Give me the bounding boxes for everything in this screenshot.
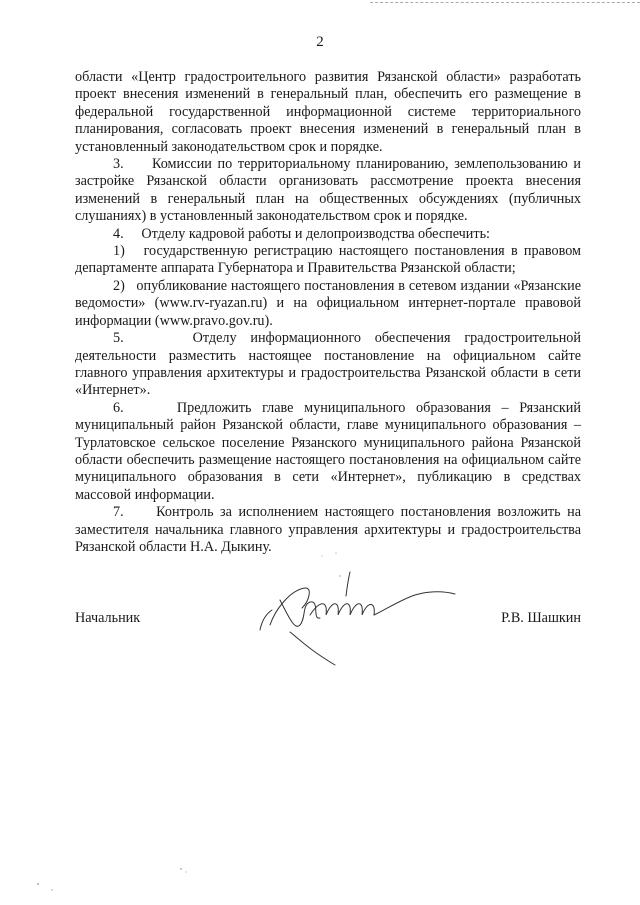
paragraph-subitem-2: 2) опубликование настоящего постановления в сетевом издании «Рязанские ведомости» (www.rv-ryazan.ru) и на официальном интернет-портале правовой информации (www.pravo.gov.ru). <box>75 277 581 329</box>
paragraph-item-7: 7. Контроль за исполнением настоящего постановления возложить на заместителя начальника главного управления архитектуры и градостроительства Рязанской области Н.А. Дыкину. <box>75 504 581 555</box>
signatory-name: Р.В. Шашкин <box>501 610 581 626</box>
page-number: 2 <box>316 34 324 50</box>
paragraph-item-4: 4. Отделу кадровой работы и делопроизводства обеспечить: <box>113 225 490 242</box>
paragraph-item-3: 3. Комиссии по территориальному планированию, землепользованию и застройке Рязанской области организовать рассмотрение проекта внесения изменений в генеральный план на общественных обсуждениях (публичных слушаниях) в установленный законодательством срок и порядке. <box>75 156 581 225</box>
scan-edge-line <box>370 2 640 4</box>
paragraph-item-6: 6. Предложить главе муниципального образования – Рязанский муниципальный район Рязанской области, главе муниципального образования – Турлатовское сельское поселение Рязанского муниципального района Рязанской области обеспечить размещение настоящего постановления на официальном сайте муниципального образования в сети «Интернет», публикацию в средствах массовой информации. <box>75 399 581 503</box>
paragraph-subitem-1: 1) государственную регистрацию настоящего постановления в правовом департаменте аппарата Губернатора и Правительства Рязанской области; <box>75 243 581 277</box>
paragraph-item-5: 5. Отделу информационного обеспечения градостроительной деятельности разместить настоящее постановление на официальном сайте главного управления архитектуры и градостроительства Рязанской области в сети «Интернет». <box>75 330 581 399</box>
document-body <box>75 69 581 556</box>
signatory-position: Начальник <box>75 610 141 626</box>
signature-block <box>75 610 581 630</box>
paragraph-2-continuation: области «Центр градостроительного развития Рязанской области» разработать проект внесения изменений в генеральный план, обеспечить его размещение в федеральной государственной информационной системе территориального планирования, согласовать проект внесения изменений в генеральный план в установленный законодательством срок и порядке. <box>75 69 581 155</box>
